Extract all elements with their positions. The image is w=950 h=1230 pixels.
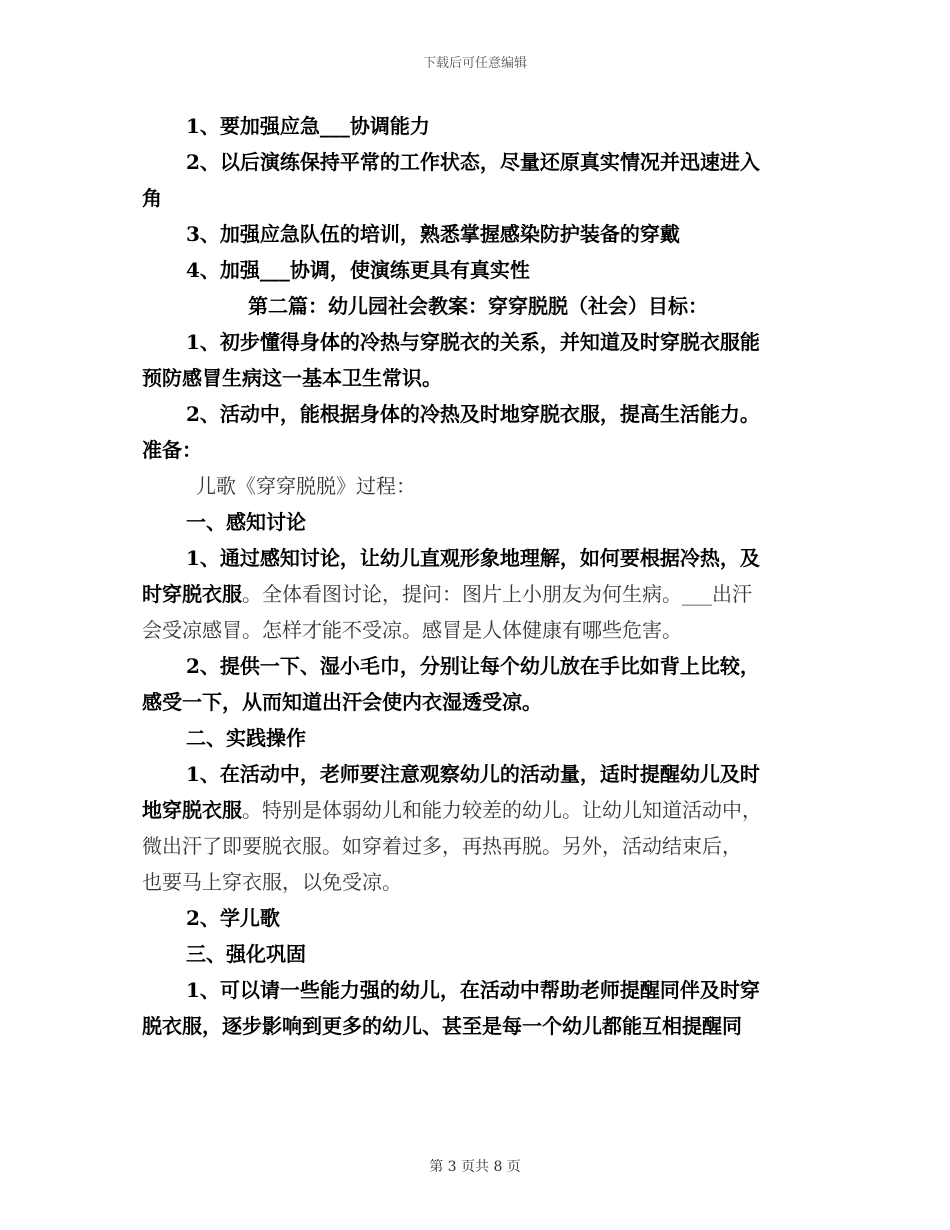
text-line: 准备：	[142, 438, 202, 462]
text-line: 1、初步懂得身体的冷热与穿脱衣的关系，并知道及时穿脱衣服能	[186, 330, 760, 354]
text-line: 儿歌《穿穿脱脱》过程：	[196, 474, 416, 498]
text-line: 微出汗了即要脱衣服。如穿着过多，再热再脱。另外，活动结束后，	[142, 834, 742, 858]
text-bold-part: 时穿脱衣服	[142, 582, 242, 606]
text-bold-part: 地穿脱衣服	[142, 798, 242, 822]
text-line: 角	[142, 186, 162, 210]
subsection-title: 一、感知讨论	[186, 510, 306, 534]
text-normal-part: 。全体看图讨论，提问：图片上小朋友为何生病。___出汗	[242, 582, 752, 606]
text-normal-part: 。特别是体弱幼儿和能力较差的幼儿。让幼儿知道活动中，	[242, 798, 762, 822]
text-line: 会受凉感冒。怎样才能不受凉。感冒是人体健康有哪些危害。	[142, 618, 682, 642]
text-line: 也要马上穿衣服，以免受凉。	[142, 870, 402, 894]
text-line: 2、学儿歌	[186, 906, 280, 930]
document-body	[142, 108, 818, 1044]
text-line: 脱衣服，逐步影响到更多的幼儿、甚至是每一个幼儿都能互相提醒同	[142, 1014, 742, 1038]
text-line: 感受一下，从而知道出汗会使内衣湿透受凉。	[142, 690, 542, 714]
text-line: 2、提供一下、湿小毛巾，分别让每个幼儿放在手比如背上比较，	[186, 654, 760, 678]
text-line-mixed	[142, 792, 818, 828]
subsection-title: 二、实践操作	[186, 726, 306, 750]
section-title: 第二篇：幼儿园社会教案：穿穿脱脱（社会）目标：	[248, 294, 708, 318]
text-line: 1、可以请一些能力强的幼儿，在活动中帮助老师提醒同伴及时穿	[186, 978, 760, 1002]
page-footer: 第 3 页共 8 页	[429, 1159, 521, 1175]
page-header: 下载后可任意编辑	[422, 56, 527, 71]
text-line: 1、通过感知讨论，让幼儿直观形象地理解，如何要根据冷热，及	[186, 546, 760, 570]
text-line-mixed	[142, 576, 818, 612]
text-line: 预防感冒生病这一基本卫生常识。	[142, 366, 442, 390]
text-line: 2、以后演练保持平常的工作状态，尽量还原真实情况并迅速进入	[186, 150, 760, 174]
text-line: 1、在活动中，老师要注意观察幼儿的活动量，适时提醒幼儿及时	[186, 762, 760, 786]
subsection-title: 三、强化巩固	[186, 942, 306, 966]
text-line: 1、要加强应急___协调能力	[186, 114, 430, 138]
text-line: 2、活动中，能根据身体的冷热及时地穿脱衣服，提高生活能力。	[186, 402, 760, 426]
text-line: 4、加强___协调，使演练更具有真实性	[186, 258, 530, 282]
text-line: 3、加强应急队伍的培训，熟悉掌握感染防护装备的穿戴	[186, 222, 680, 246]
